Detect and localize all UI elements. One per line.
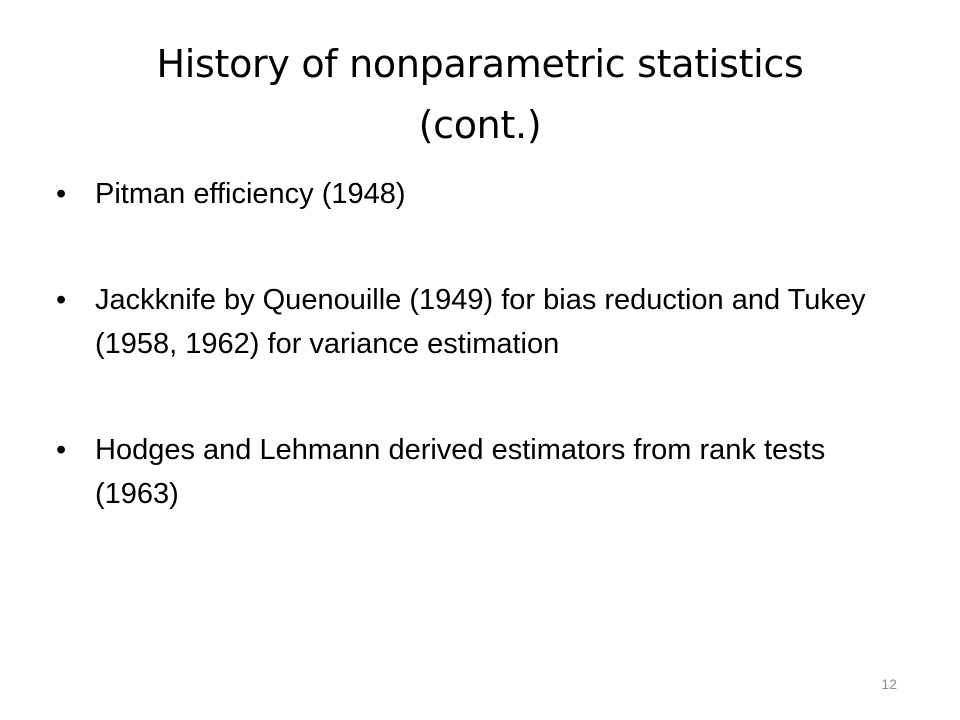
bullet-text: Pitman efficiency (1948) — [95, 178, 406, 210]
bullet-item-pitman — [54, 172, 884, 216]
bullet-item-hodges-lehmann — [54, 428, 884, 516]
bullet-marker: • — [56, 284, 67, 316]
bullet-list — [54, 172, 884, 578]
bullet-text: Jackknife by Quenouille (1949) for bias reduction and Tukey (1958, 1962) for variance estimation — [95, 284, 866, 360]
slide-title — [60, 34, 900, 156]
bullet-marker: • — [56, 178, 67, 210]
bullet-item-jackknife — [54, 278, 884, 366]
bullet-marker: • — [56, 434, 67, 466]
slide-title-line-1: History of nonparametric statistics — [156, 42, 804, 86]
slide-number: 12 — [881, 676, 897, 692]
bullet-text: Hodges and Lehmann derived estimators from rank tests (1963) — [95, 434, 826, 510]
slide-title-line-2: (cont.) — [418, 103, 542, 147]
